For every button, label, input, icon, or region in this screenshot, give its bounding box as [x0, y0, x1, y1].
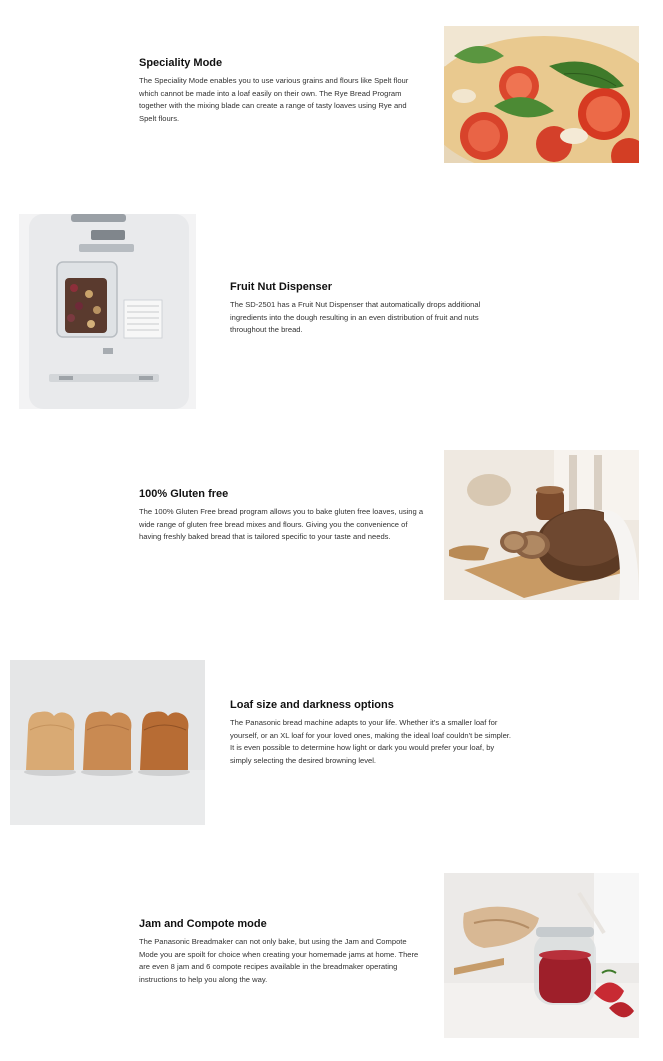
section-speciality-mode: [139, 57, 424, 125]
section-loaf-size: [230, 699, 515, 767]
jam-jar-image: [444, 873, 639, 1038]
section-jam-compote: [139, 918, 424, 986]
section-heading: Speciality Mode: [139, 57, 223, 69]
section-heading: Fruit Nut Dispenser: [230, 281, 333, 293]
gluten-free-bread-image: [444, 450, 639, 600]
section-body: The Panasonic bread machine adapts to your life. Whether it's a smaller loaf for yourself, or an XL loaf for your loved ones, making the ideal loaf couldn't be simpler. It is even possible to determine how light or dark you would prefer your loaf, by simply selecting the desired browning level.: [230, 718, 512, 765]
section-gluten-free: [139, 488, 424, 544]
section-fruit-nut-dispenser: [230, 281, 515, 337]
section-heading: Loaf size and darkness options: [230, 699, 394, 711]
section-body: The SD-2501 has a Fruit Nut Dispenser that automatically drops additional ingredients into the dough resulting in an even distribution of fruit and nuts throughout the bread.: [230, 300, 481, 335]
section-heading: 100% Gluten free: [139, 488, 229, 500]
breadmaker-dispenser-image: [19, 214, 196, 409]
section-body: The 100% Gluten Free bread program allows you to bake gluten free loaves, using a wide range of gluten free bread mixes and flours. Giving you the convenience of having freshly baked bread that is tailored specific to your taste and needs.: [139, 507, 424, 542]
section-body: The Panasonic Breadmaker can not only bake, but using the Jam and Compote Mode you are spoilt for choice when creating your homemade jams at home. There are even 8 jam and 6 compote recipes available in the breadmaker operating instructions to help you along the way.: [139, 937, 419, 984]
pizza-image: [444, 26, 639, 163]
section-heading: Jam and Compote mode: [139, 918, 267, 930]
section-body: The Speciality Mode enables you to use various grains and flours like Spelt flour which cannot be made into a loaf easily on their own. The Rye Bread Program together with the mixing blade can create a range of tasty loaves using Rye and Spelt flours.: [139, 76, 409, 123]
three-loaves-image: [10, 660, 205, 825]
